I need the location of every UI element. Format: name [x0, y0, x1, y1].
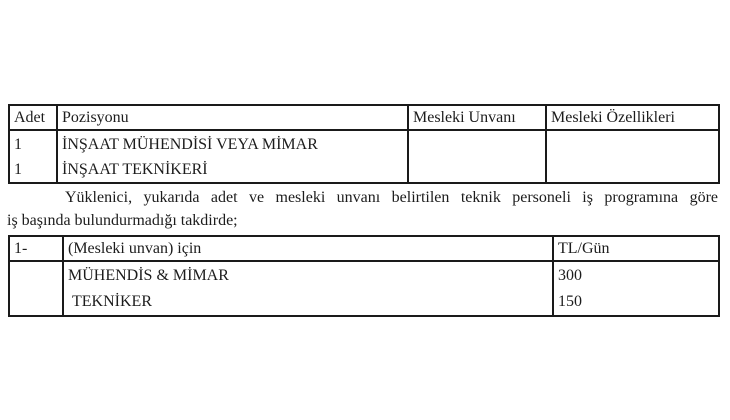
penalty-item-empty-cell: [9, 261, 63, 316]
mesleki-ozellikleri-cell: [546, 130, 719, 183]
personnel-table-body-row: [9, 130, 719, 183]
header-mesleki-unvani: Mesleki Unvanı: [408, 105, 546, 130]
penalty-role: TEKNİKER: [72, 293, 152, 310]
personnel-position: İNŞAAT MÜHENDİSİ VEYA MİMAR: [62, 136, 318, 153]
header-mesleki-ozellikleri: Mesleki Özellikleri: [546, 105, 719, 130]
mesleki-unvani-cell: [408, 130, 546, 183]
personnel-position: İNŞAAT TEKNİKERİ: [62, 161, 208, 178]
contract-clause-paragraph: [7, 186, 718, 232]
penalty-role-cell: [63, 261, 553, 316]
penalty-title-cell: (Mesleki unvan) için: [63, 236, 553, 261]
penalty-amount: 150: [558, 293, 582, 310]
penalty-table: [8, 235, 720, 317]
personnel-table: [8, 104, 720, 184]
penalty-amount-cell: [553, 261, 719, 316]
clause-line-2: iş başında bulundurmadığı takdirde;: [7, 212, 238, 229]
clause-line-1: Yüklenici, yukarıda adet ve mesleki unvanı belirtilen teknik personeli iş programına göre: [65, 189, 718, 206]
penalty-table-body-row: [9, 261, 719, 316]
pozisyonu-cell: [57, 130, 408, 183]
adet-cell: [9, 130, 57, 183]
personnel-table-header-row: [9, 105, 719, 130]
penalty-table-header-row: [9, 236, 719, 261]
personnel-count: 1: [14, 136, 22, 153]
penalty-amount: 300: [558, 267, 582, 284]
item-no-cell: 1-: [9, 236, 63, 261]
personnel-count: 1: [14, 161, 22, 178]
penalty-role: MÜHENDİS & MİMAR: [68, 267, 229, 284]
header-pozisyonu: Pozisyonu: [57, 105, 408, 130]
header-adet: Adet: [9, 105, 57, 130]
penalty-unit-cell: TL/Gün: [553, 236, 719, 261]
